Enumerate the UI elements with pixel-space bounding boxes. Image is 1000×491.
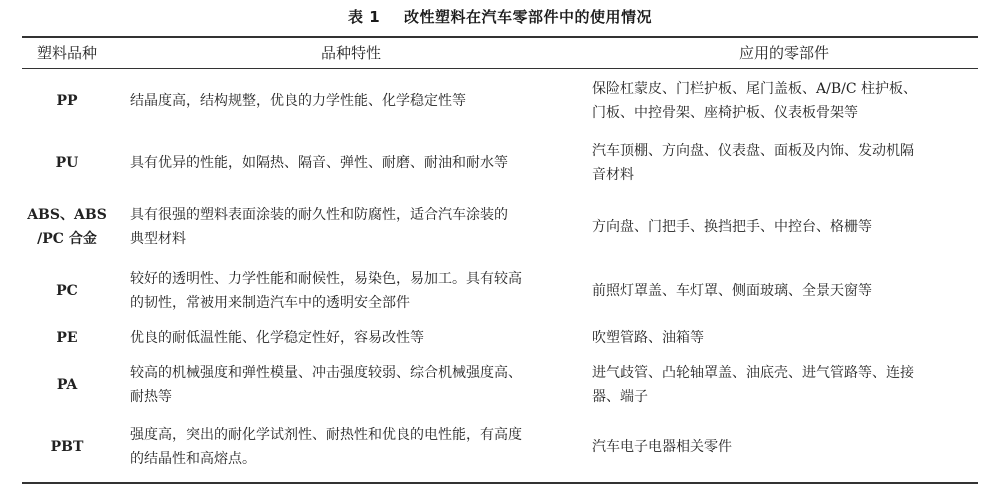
cell-material: PP xyxy=(56,93,78,109)
cell-properties: 较高的机械强度和弹性模量、冲击强度较弱、综合机械强度高、 耐热等 xyxy=(130,365,522,405)
header-properties: 品种特性 xyxy=(320,44,381,62)
cell-material: PA xyxy=(56,377,78,393)
cell-material: PU xyxy=(55,155,79,171)
table-top-rule xyxy=(22,36,978,38)
table-row xyxy=(22,72,978,130)
cell-properties: 结晶度高，结构规整，优良的力学性能、化学稳定性等 xyxy=(130,93,466,109)
cell-material: PE xyxy=(56,330,78,346)
cell-parts: 吹塑管路、油箱等 xyxy=(592,330,704,346)
header-material: 塑料品种 xyxy=(36,44,97,62)
table-bottom-rule xyxy=(22,482,978,484)
cell-properties: 具有很强的塑料表面涂装的耐久性和防腐性，适合汽车涂装的 典型材料 xyxy=(130,207,508,247)
cell-properties: 具有优异的性能，如隔热、隔音、弹性、耐磨、耐油和耐水等 xyxy=(130,155,508,171)
cell-material: PC xyxy=(56,283,78,299)
cell-parts: 汽车顶棚、方向盘、仪表盘、面板及内饰、发动机隔 音材料 xyxy=(592,143,914,183)
cell-parts: 保险杠蒙皮、门栏护板、尾门盖板、A/B/C 柱护板、 门板、中控骨架、座椅护板、仪表板骨架等 xyxy=(592,81,917,121)
cell-properties: 强度高，突出的耐化学试剂性、耐热性和优良的电性能，有高度 的结晶性和高熔点。 xyxy=(130,427,522,467)
header-parts: 应用的零部件 xyxy=(738,44,829,62)
cell-parts: 进气歧管、凸轮轴罩盖、油底壳、进气管路等、连接 器、端子 xyxy=(592,365,914,405)
cell-properties: 优良的耐低温性能、化学稳定性好，容易改性等 xyxy=(130,330,424,346)
table-title: 改性塑料在汽车零部件中的使用情况 xyxy=(403,8,652,26)
table-number: 表 1 xyxy=(348,8,381,26)
table-row xyxy=(22,418,978,476)
cell-material: PBT xyxy=(50,439,84,455)
table-row xyxy=(22,356,978,414)
cell-properties: 较好的透明性、力学性能和耐候性，易染色，易加工。具有较高 的韧性，常被用来制造汽车中的透明安全部件 xyxy=(130,271,522,311)
cell-material: ABS、ABS /PC 合金 xyxy=(27,207,107,247)
table-row xyxy=(22,262,978,320)
table-caption xyxy=(0,6,1000,27)
cell-parts: 汽车电子电器相关零件 xyxy=(592,439,732,455)
table-row xyxy=(22,323,978,353)
table-row xyxy=(22,134,978,192)
table-row xyxy=(22,198,978,256)
table-header-rule xyxy=(22,68,978,69)
cell-parts: 方向盘、门把手、换挡把手、中控台、格栅等 xyxy=(592,219,872,235)
cell-parts: 前照灯罩盖、车灯罩、侧面玻璃、全景天窗等 xyxy=(592,283,872,299)
